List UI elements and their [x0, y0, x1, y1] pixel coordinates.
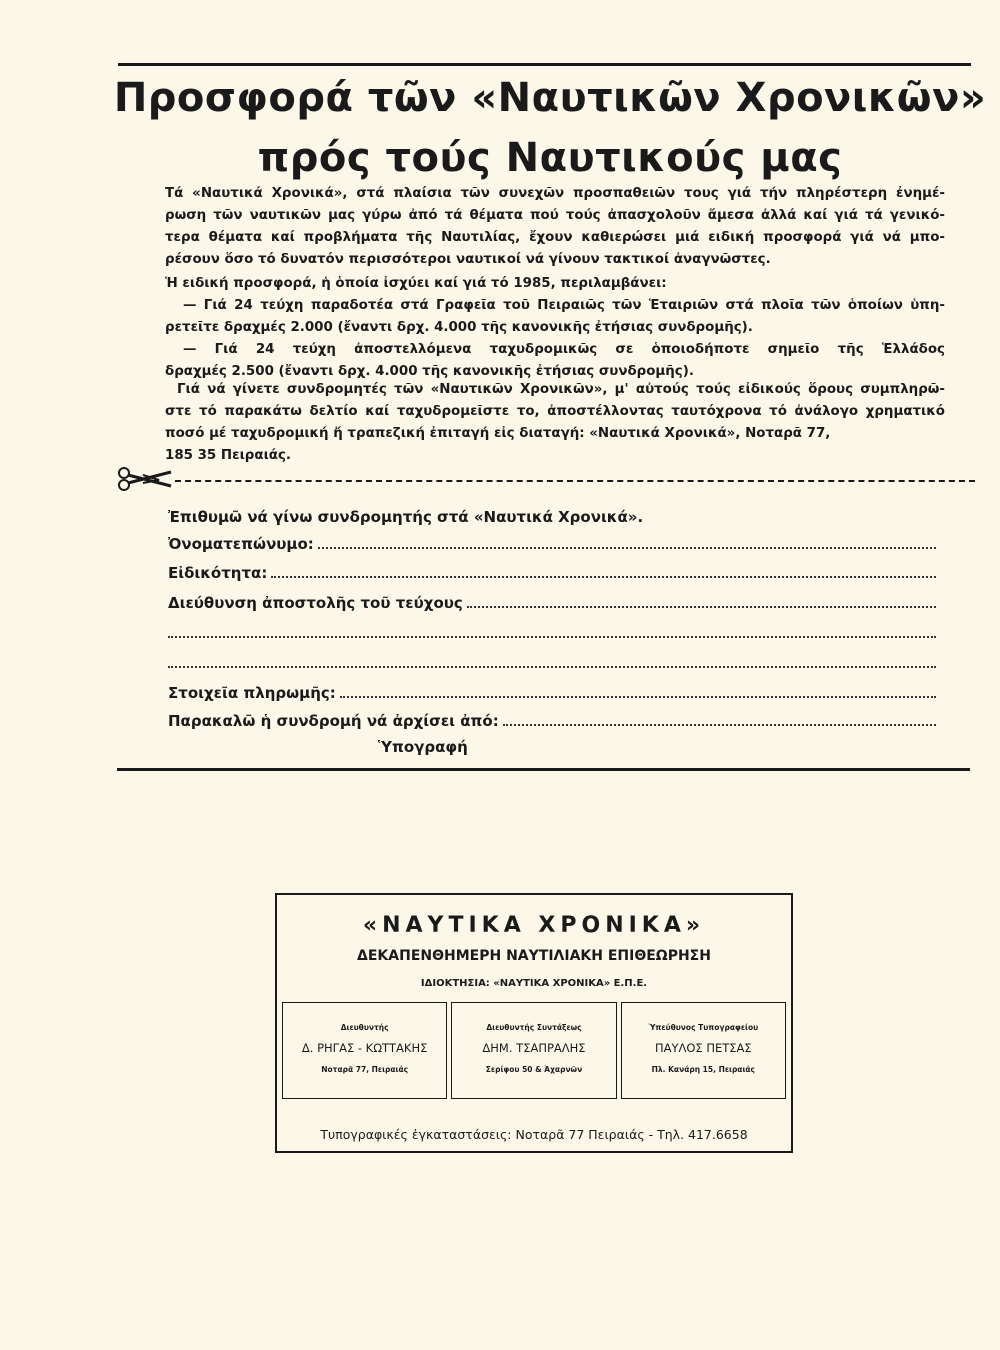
name-field[interactable]: [168, 531, 936, 553]
start-date-label: Παρακαλῶ ἡ συνδρομή νά ἀρχίσει ἀπό:: [168, 712, 499, 730]
name-label: Ὀνοματεπώνυμο:: [168, 535, 314, 553]
cut-line: [115, 466, 975, 492]
column-address: Νοταρᾶ 77, Πειραιάς: [321, 1065, 409, 1074]
masthead-ownership: ΙΔΙΟΚΤΗΣΙΑ: «ΝΑΥΤΙΚΑ ΧΡΟΝΙΚΑ» Ε.Π.Ε.: [420, 978, 648, 989]
intro-line: Τά «Ναυτικά Χρονικά», στά πλαίσια τῶν συνεχῶν προσπαθειῶν τους γιά τήν πληρέστερη ἐνημέ-: [165, 186, 945, 201]
bottom-rule: [117, 768, 970, 771]
intro-line: ρωση τῶν ναυτικῶν μας γύρω ἀπό τά θέματα πού τούς ἀπασχολοῦν ἄμεσα ἀλλά καί γιά τά γενικό-: [165, 208, 945, 223]
payment-label: Στοιχεῖα πληρωμῆς:: [168, 684, 336, 702]
column-role: Ὑπεύθυνος Τυπογραφείου: [648, 1023, 759, 1032]
intro-line: τερα θέματα καί προβλήματα τῆς Ναυτιλίας, ἔχουν καθιερώσει μιά ειδική προσφορά γιά νά μπο-: [165, 230, 945, 245]
payment-dotted-line[interactable]: [340, 695, 936, 698]
address-line-2[interactable]: [168, 620, 936, 642]
offer-line: — Γιά 24 τεύχη ἀποστελλόμενα ταχυδρομικῶς σε ὁποιοδήποτε σημεῖο τῆς Ἑλλάδος: [183, 342, 945, 357]
column-address: Σερίφου 50 & Ἀχαρνῶν: [485, 1065, 583, 1074]
scissors-icon: [115, 466, 173, 492]
intro-line: ρέσουν ὅσο τό δυνατόν περισσότεροι ναυτικοί νά γίνουν τακτικοί ἀναγνῶστες.: [165, 252, 771, 267]
column-name: ΠΑΥΛΟΣ ΠΕΤΣΑΣ: [654, 1041, 752, 1055]
signature-label: Ὑπογραφή: [378, 738, 468, 756]
specialty-label: Εἰδικότητα:: [168, 564, 268, 582]
instructions-line: στε τό παρακάτω δελτίο καί ταχυδρομεῖστε το, ἀποστέλλοντας ταυτόχρονα τό ἀνάλογο χρηματικό: [165, 404, 945, 419]
address-field[interactable]: [168, 590, 936, 612]
address-dotted-line[interactable]: [467, 605, 936, 608]
address-label: Διεύθυνση ἀποστολῆς τοῦ τεύχους: [168, 594, 463, 612]
name-dotted-line[interactable]: [318, 546, 936, 549]
masthead-footer: Τυπογραφικές ἐγκαταστάσεις: Νοταρᾶ 77 Πειραιάς - Τηλ. 417.6658: [320, 1127, 748, 1142]
page-title: Προσφορά τῶν «Ναυτικῶν Χρονικῶν»: [113, 75, 987, 121]
masthead-column-director: [282, 1002, 447, 1099]
masthead-column-editor: [451, 1002, 616, 1099]
offer-line: δραχμές 2.500 (ἔναντι δρχ. 4.000 τῆς κανονικῆς ἐτήσιας συνδρομῆς).: [165, 364, 694, 379]
offer-line: — Γιά 24 τεύχη παραδοτέα στά Γραφεῖα τοῦ Πειραιῶς τῶν Ἑταιριῶν στά πλοῖα τῶν ὁποίων ὑπη-: [183, 298, 945, 313]
dashed-line: [175, 480, 975, 482]
address-dotted-line-2[interactable]: [168, 635, 936, 638]
form-intro: Ἐπιθυμῶ νά γίνω συνδρομητής στά «Ναυτικά Χρονικά».: [168, 508, 644, 526]
instructions-line: 185 35 Πειραιάς.: [165, 448, 292, 463]
intro-paragraph: [165, 183, 945, 271]
column-role: Διευθυντής: [340, 1023, 389, 1032]
payment-field[interactable]: [168, 680, 936, 702]
masthead-subtitle: ΔΕΚΑΠΕΝΘΗΜΕΡΗ ΝΑΥΤΙΛΙΑΚΗ ΕΠΙΘΕΩΡΗΣΗ: [357, 948, 711, 964]
column-name: Δ. ΡΗΓΑΣ - ΚΩΤΤΑΚΗΣ: [301, 1041, 428, 1055]
instructions-paragraph: [165, 379, 945, 467]
start-date-dotted-line[interactable]: [503, 723, 936, 726]
top-rule: [118, 63, 971, 66]
instructions-line: ποσό μέ ταχυδρομική ἤ τραπεζική ἐπιταγή εἰς διαταγή: «Ναυτικά Χρονικά», Νοταρᾶ 77,: [165, 426, 831, 441]
start-date-field[interactable]: [168, 708, 936, 730]
page-subtitle: πρός τούς Ναυτικούς μας: [257, 135, 843, 181]
address-dotted-line-3[interactable]: [168, 665, 936, 668]
masthead-title: «ΝΑΥΤΙΚΑ ΧΡΟΝΙΚΑ»: [362, 913, 706, 938]
masthead-columns: [282, 1002, 786, 1099]
offer-line: Ἡ ειδική προσφορά, ἡ ὁποία ἰσχύει καί γιά τό 1985, περιλαμβάνει:: [165, 276, 667, 291]
offer-line: ρετεῖτε δραχμές 2.000 (ἔναντι δρχ. 4.000 τῆς κανονικῆς ἐτήσιας συνδρομῆς).: [165, 320, 753, 335]
instructions-line: Γιά νά γίνετε συνδρομητές τῶν «Ναυτικῶν Χρονικῶν», μ' αὐτούς τούς εἰδικούς ὅρους συμπληρῶ-: [177, 382, 945, 397]
column-role: Διευθυντής Συντάξεως: [486, 1023, 582, 1032]
masthead-box: [275, 893, 793, 1153]
offer-paragraph: [165, 273, 945, 383]
column-address: Πλ. Κανάρη 15, Πειραιάς: [651, 1065, 755, 1074]
masthead-column-printer: [621, 1002, 786, 1099]
column-name: ΔΗΜ. ΤΣΑΠΡΑΛΗΣ: [482, 1041, 586, 1055]
specialty-dotted-line[interactable]: [271, 575, 936, 578]
address-line-3[interactable]: [168, 650, 936, 672]
specialty-field[interactable]: [168, 560, 936, 582]
